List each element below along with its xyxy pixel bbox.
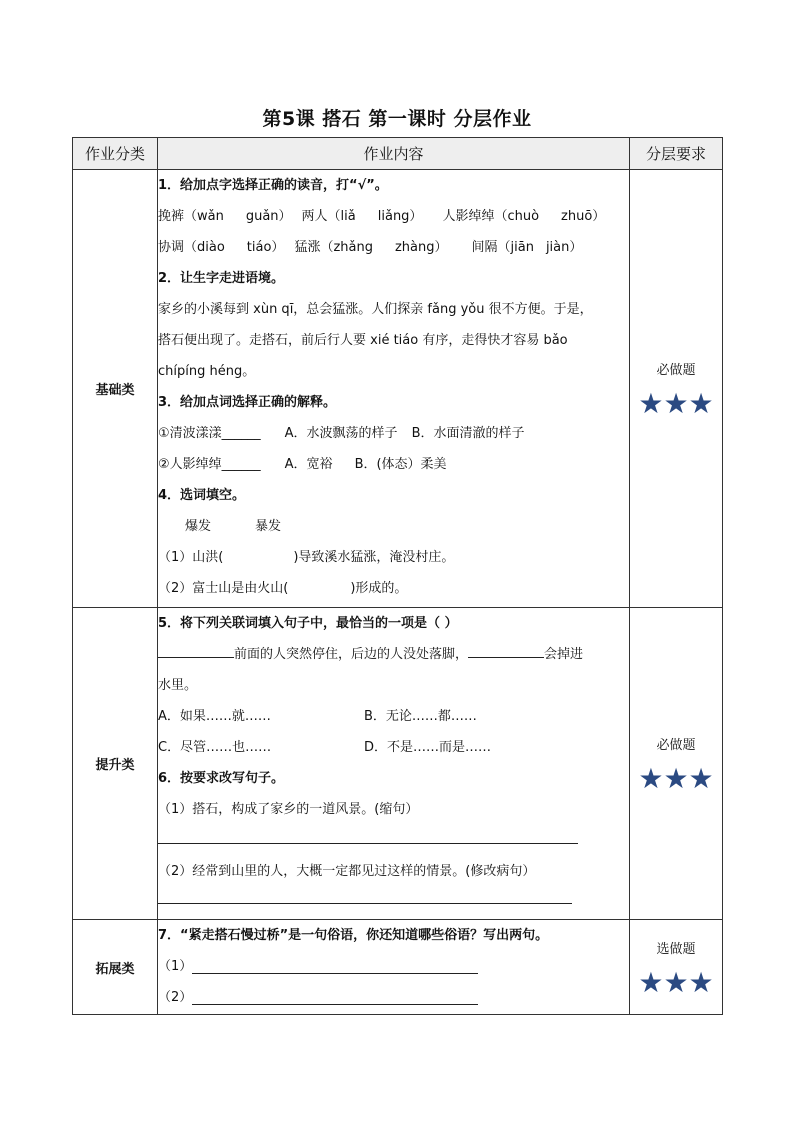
- q5-sentence-cont: 水里。: [158, 678, 198, 693]
- star-rating-icon: ★★★: [638, 762, 714, 795]
- star-rating-icon: ★★★: [638, 387, 714, 420]
- requirement-basic: [630, 170, 723, 608]
- content-extension: [158, 920, 630, 1015]
- q4-words: 爆发 暴发: [185, 519, 282, 534]
- table-row-advanced: [73, 608, 723, 920]
- question-3: 3．给加点词选择正确的解释。: [158, 395, 337, 410]
- q1-row-2: 协调（diào tiáo） 猛涨（zhǎng zhàng） 间隔（jiān jiàn）: [158, 240, 583, 255]
- category-extension: 拓展类: [73, 920, 158, 1015]
- star-rating-icon: ★★★: [638, 965, 714, 999]
- requirement-label: 必做题: [656, 738, 696, 753]
- table-header-row: [73, 138, 723, 170]
- q7-answer-2: （2）: [158, 982, 629, 1013]
- q7-answer-1: （1）: [158, 951, 629, 982]
- requirement-advanced: [630, 608, 723, 920]
- question-4: 4．选词填空。: [158, 488, 246, 503]
- answer-line[interactable]: [192, 990, 478, 1005]
- header-category: 作业分类: [73, 138, 158, 170]
- question-1: 1．给加点字选择正确的读音，打“√”。: [158, 178, 388, 193]
- requirement-label: 选做题: [656, 941, 696, 957]
- q5-sentence: 前面的人突然停住，后边的人没处落脚， 会掉进: [158, 639, 629, 670]
- page-title: 第5课 搭石 第一课时 分层作业: [262, 108, 532, 130]
- question-7: 7．“紧走搭石慢过桥”是一句俗语，你还知道哪些俗语？写出两句。: [158, 928, 549, 943]
- question-5: 5．将下列关联词填入句子中，最恰当的一项是（ ）: [158, 616, 458, 631]
- answer-blank[interactable]: [468, 657, 544, 658]
- table-row-basic: [73, 170, 723, 608]
- q3-item-a: ①清波漾漾______ A．水波飘荡的样子 B．水面清澈的样子: [158, 426, 525, 441]
- q3-item-b: ②人影绰绰______ A．宽裕 B．(体态）柔美: [158, 457, 447, 472]
- q2-text-3: chípíng héng。: [158, 364, 256, 379]
- requirement-label: 必做题: [656, 363, 696, 378]
- q6-sentence-1: （1）搭石，构成了家乡的一道风景。(缩句）: [158, 802, 419, 817]
- content-basic: [158, 170, 630, 608]
- answer-line[interactable]: [158, 903, 572, 904]
- requirement-extension: [630, 920, 723, 1015]
- q4-sentence-1: （1）山洪( )导致溪水猛涨，淹没村庄。: [158, 550, 455, 565]
- q2-text-1: 家乡的小溪每到 xùn qī，总会猛涨。人们探亲 fǎng yǒu 很不方便。于是，: [158, 302, 593, 317]
- q6-sentence-2: （2）经常到山里的人，大概一定都见过这样的情景。(修改病句）: [158, 864, 536, 879]
- table-row-extension: [73, 920, 723, 1015]
- answer-blank[interactable]: [158, 657, 234, 658]
- category-advanced: 提升类: [73, 608, 158, 920]
- homework-table: [72, 137, 723, 1015]
- content-advanced: [158, 608, 630, 920]
- question-2: 2．让生字走进语境。: [158, 271, 285, 286]
- header-content: 作业内容: [158, 138, 630, 170]
- q5-options-2: C．尽管……也…… D．不是……而是……: [158, 740, 492, 755]
- category-basic: 基础类: [73, 170, 158, 608]
- header-requirement: 分层要求: [630, 138, 723, 170]
- q5-options-1: A．如果……就…… B．无论……都……: [158, 709, 477, 724]
- question-6: 6．按要求改写句子。: [158, 771, 285, 786]
- q1-row-1: 挽裤（wǎn guǎn） 两人（liǎ liǎng） 人影绰绰（chuò zhuō）: [158, 209, 606, 224]
- answer-line[interactable]: [192, 959, 478, 974]
- q4-sentence-2: （2）富士山是由火山( )形成的。: [158, 581, 408, 596]
- answer-line[interactable]: [158, 843, 578, 844]
- q2-text-2: 搭石便出现了。走搭石，前后行人要 xié tiáo 有序，走得快才容易 bǎo: [158, 333, 568, 348]
